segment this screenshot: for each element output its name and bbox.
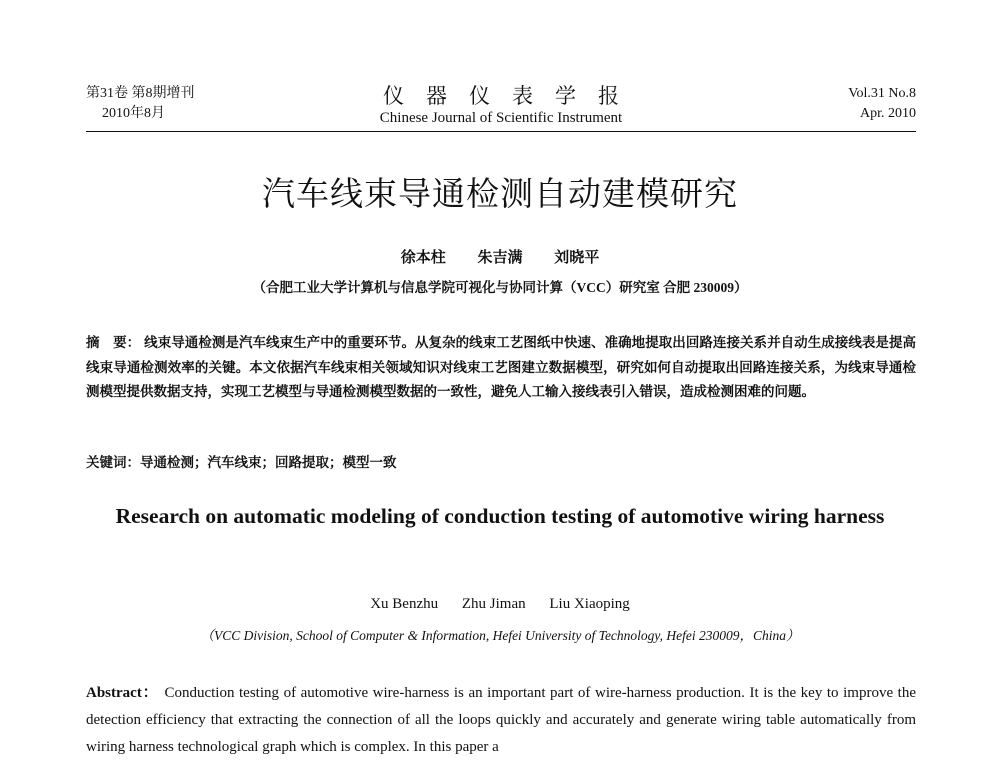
abstract-cn-label: 摘 要： (86, 335, 141, 350)
date-cn: 2010年8月 (102, 106, 165, 121)
keywords-cn-label: 关键词： (86, 455, 140, 470)
journal-name-cn: 仪器仪表学报 (383, 84, 641, 108)
abstract-cn (86, 331, 916, 405)
header-right (848, 84, 916, 124)
paper-title-cn: 汽车线束导通检测自动建模研究 (262, 174, 738, 213)
abstract-cn-text: 线束导通检测是汽车线束生产中的重要环节。从复杂的线束工艺图纸中快速、准确地提取出回路连接关系并自动生成接线表是提高线束导通检测效率的关键。本文依据汽车线束相关领域知识对线束工艺图建立数据模型，研究如何自动提取出回路连接关系，为线束导通检测模型提供数据支持，实现工艺模型与导通检测模型数据的一致性，避免人工输入接线表引入错误，造成检测困难的问题。 (86, 335, 917, 399)
date-en: Apr. 2010 (860, 106, 916, 121)
volume-issue-cn: 第31卷 第8期增刊 (86, 86, 195, 101)
author-cn: 刘晓平 (554, 250, 600, 266)
author-cn: 朱吉满 (477, 250, 523, 266)
authors-cn (0, 246, 1000, 267)
affiliation-cn: （合肥工业大学计算机与信息学院可视化与协同计算（VCC）研究室 合肥 230009） (252, 280, 748, 295)
abstract-en-label: Abstract： (86, 685, 159, 701)
abstract-en-text: Conduction testing of automotive wire-harness is an important part of wire-harness production. It is the key to improve the detection efficiency that extracting the connection of all the loops quickly and accurately and generate wiring table automatically from wiring harness technological graph which is complex. In this paper a (86, 685, 916, 755)
author-en: Xu Benzhu (370, 596, 439, 612)
volume-issue-en: Vol.31 No.8 (848, 86, 916, 101)
author-cn: 徐本柱 (400, 250, 446, 266)
keywords-cn-text: 导通检测；汽车线束；回路提取；模型一致 (140, 455, 397, 470)
author-en: Liu Xiaoping (549, 596, 630, 612)
journal-header (86, 84, 916, 132)
author-en: Zhu Jiman (461, 596, 526, 612)
authors-en (0, 596, 1000, 613)
keywords-cn (86, 451, 916, 471)
header-center (86, 84, 916, 128)
abstract-en (86, 680, 916, 761)
affiliation-en: （VCC Division, School of Computer & Information, Hefei University of Technology, Hefei 230009，China） (200, 628, 800, 643)
header-rule (86, 131, 916, 132)
paper-title-en: Research on automatic modeling of conduction testing of automotive wiring harness (115, 504, 885, 528)
journal-name-en: Chinese Journal of Scientific Instrument (379, 110, 623, 126)
